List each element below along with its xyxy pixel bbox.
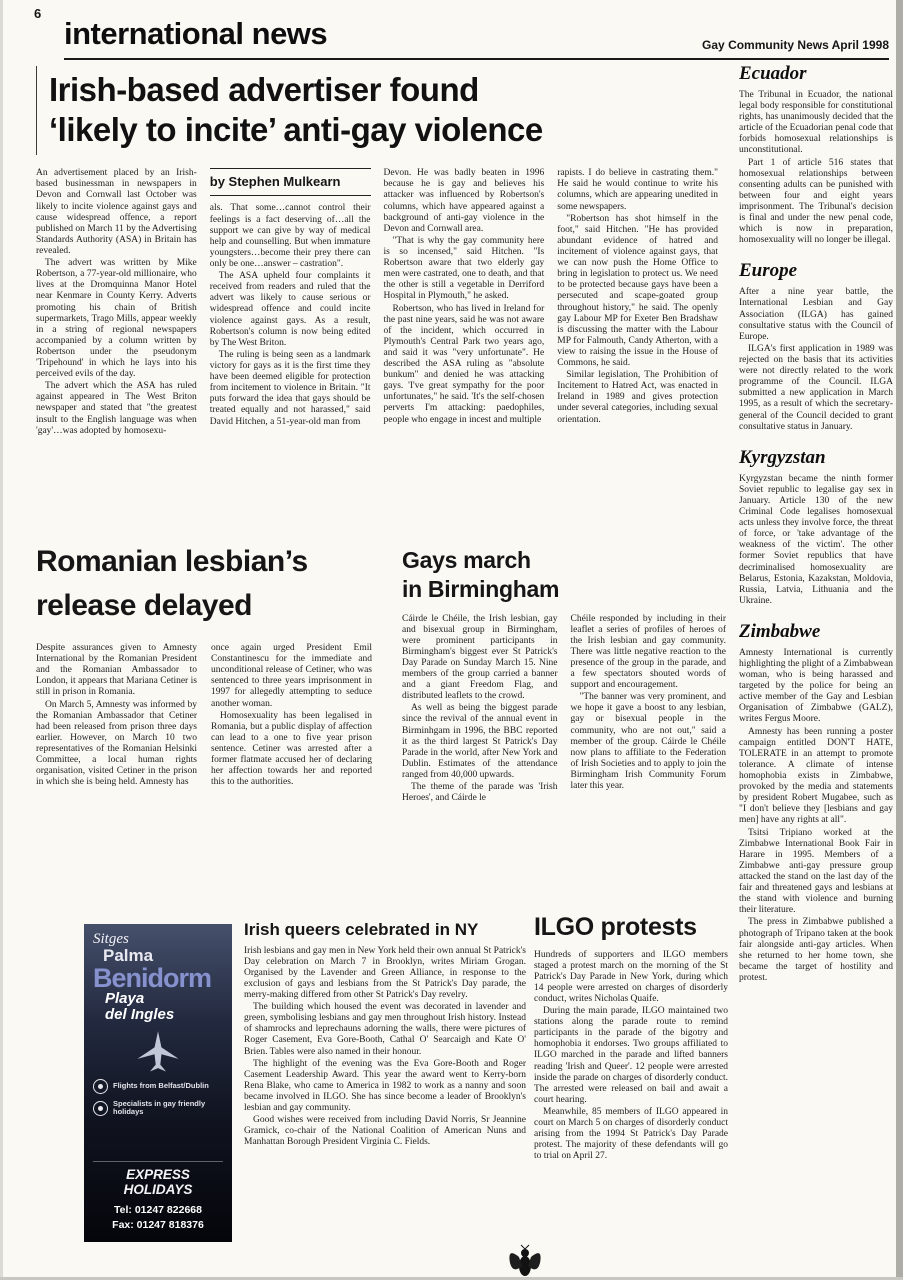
circle-badge-icon (93, 1079, 108, 1094)
ad-destination-palma: Palma (103, 946, 154, 965)
ad-fax: Fax: 01247 818376 (112, 1219, 204, 1232)
paragraph: als. That some…cannot control their feelings is a fact deserving of…all the support we can give by way of medical help and counselling. But when immature youngsters…become their prey there can only be one…answer – castration". (209, 203, 371, 270)
main-article-column-1 (36, 168, 197, 526)
paragraph: Irish lesbians and gay men in New York held their own annual St Patrick's Day celebration on March 7 in Brooklyn, writes Miriam Grogan. Organised by the Lavender and Green Alliance, in response to the exclusion of gays and lesbians from the St Patrick's Day parade, the merry-making differed from other St Patrick's Day revelry. (244, 945, 526, 1000)
paragraph: Part 1 of article 516 states that homosexual relationships between consenting adults can be punished with between four and eight years imprisonment. The Tribunal's decision is final and under the new penal code, which is now in preparation, homosexuality will no longer be illegal. (739, 157, 893, 246)
ad-destination-playa-line-2: del Ingles (105, 1006, 175, 1024)
ad-destination-playa-line-1: Playa (105, 990, 145, 1008)
ilgo-article (534, 914, 728, 1256)
ny-article (244, 920, 526, 1256)
main-article-column-3 (384, 168, 545, 526)
ny-text (244, 946, 526, 1149)
paragraph: Meanwhile, 85 members of ILGO appeared in court on March 5 on charges of disorderly conduct arising from the 1994 St Patrick's Day Parade protest. The majority of these defendants will go to trial on April 27. (534, 1107, 728, 1162)
sidebar-text-zimbabwe (739, 648, 893, 984)
romanian-columns (36, 643, 372, 893)
paragraph: Chéile responded by including in their leaflet a series of profiles of heroes of the Irish lesbian and gay community. There was little negative reaction to the presence of the group in the parade, and a few spectators shouted words of support and encouragement. (570, 613, 726, 691)
paragraph: The advert which the ASA has ruled against appeared in The West Briton newspaper and stated that "the greatest insult to the English language was when 'gay'…was adopted by homosexu- (36, 381, 197, 436)
ad-destination-benidorm: Benidorm (93, 962, 212, 993)
romanian-article (36, 540, 372, 908)
paragraph: Tsitsi Tripiano worked at the Zimbabwe International Book Fair in Harare in 1995. Members of a Zimbabwe anti-gay pressure group attacked the stand on the last day of the fair and threatened gays and lesbians at the stand with violence and burning their literature. (739, 827, 893, 916)
paragraph: During the main parade, ILGO maintained two stations along the parade route to remind participants in the parade of the bigotry and homophobia it endorses. Two groups affiliated to ILGO marched in the parade and lifted banners reading 'Irish and Queer'. 12 people were arrested inside the parade on charges of disorderly conduct. The arrested were released on bail and await a court hearing. (534, 1006, 728, 1105)
ad-bullet-specialists-text: Specialists in gay friendly holidays (113, 1098, 206, 1117)
birmingham-headline-line-2: in Birmingham (402, 575, 560, 602)
ad-bullet-specialists (93, 1100, 223, 1117)
main-article-column-2-text (210, 203, 371, 427)
ad-telephone: Tel: 01247 822668 (114, 1203, 202, 1216)
paragraph: On March 5, Amnesty was informed by the Romanian Ambassador that Cetiner had been released from prison three days earlier. However, on March 10 two representatives of the Romanian Helsinki Committee, a local human rights organisation, visited Cetiner in the prison in which she is being held. Amnesty has (36, 699, 197, 788)
ilgo-headline: ILGO protests (534, 914, 697, 941)
paragraph: Amnesty International is currently highlighting the plight of a Zimbabwean woman, who is being harassed and targeted by the police for being an active member of the Gay and Lesbian Organisation of Zimbabwe (GALZ), writes Fergus Moore. (739, 647, 893, 725)
ad-bullet-flights-text: Flights from Belfast/Dublin (113, 1081, 209, 1091)
main-headline-line-2: ‘likely to incite’ anti-gay violence (49, 110, 543, 148)
paragraph: Amnesty has been running a poster campaign entitled DON'T HATE, TOLERATE in an attempt to promote tolerance. A climate of intense homophobia exists in Zimbabwe, provoked by the media and statements by president Robert Mugabee, such as "I don't believe they [lesbians and gay men] have any rights at all". (739, 726, 893, 826)
world-news-sidebar (739, 64, 893, 1256)
romanian-column-2 (211, 643, 372, 893)
romanian-headline-line-1: Romanian lesbian’s (36, 545, 308, 578)
sidebar-text-europe (739, 287, 893, 432)
paragraph: Robertson, who has lived in Ireland for the past nine years, said he was not aware of the incident, which occurred in Plymouth's Central Park two years ago, and said it was "very unfortunate". He described the ASA ruling as "absolute bunkum" and denied he was attacking gays. 'I've great sympathy for the poor unfortunates," he said. 'It's the self-chosen perverts I'm attacking: paedophiles, people who engage in incest and multiple (383, 303, 545, 425)
birmingham-columns (402, 614, 726, 904)
ad-bullets (93, 1079, 223, 1123)
paragraph: Similar legislation, The Prohibition of Incitement to Hatred Act, was enacted in Ireland in 1989 and gives protection under several categories, including sexual orientation. (557, 370, 718, 425)
paragraph: Kyrgyzstan became the ninth former Soviet republic to legalise gay sex in January. Article 130 of the new Criminal Code legalises homosexual acts unless they involve force, the threat of force, or 'take advantage of the weakness of the victim'. The other former Soviet republics that have decriminalised homosexuality are Belarus, Estonia, Kazakstan, Moldovia, Russia, Latvia, Lithuania and the Ukraine. (739, 473, 893, 606)
paragraph: "Robertson has shot himself in the foot," said Hitchen. "He has provided abundant evidence of hatred and incitement of violence against gays, that we can now push the Home Office to bring in legislation to protect us. We need to be protected because gays have been a persecuted and scape-goated group throughout history," he said. The openly gay Labour MP for Exeter Ben Bradshaw is discussing the matter with the Labour MP for Falmouth, Candy Atherton, with a view to raising the issue in the House of Commons, he said. (557, 213, 718, 369)
ny-headline: Irish queers celebrated in NY (244, 920, 479, 939)
section-masthead: international news (64, 16, 328, 51)
sidebar-title-ecuador: Ecuador (739, 64, 807, 84)
header-rule (64, 58, 889, 60)
scan-edge-left (0, 0, 3, 1280)
paragraph: "That is why the gay community here is so incensed," said Hitchen. "Is Robertson aware that two elderly gay men were castrated, one to death, and that the other is still a vegetable in Derriford Hospital in Plymouth," he asked. (383, 235, 545, 302)
ad-brand: EXPRESS HOLIDAYS (93, 1161, 223, 1198)
main-article-column-2 (210, 168, 371, 526)
express-holidays-ad (84, 924, 232, 1242)
main-article (36, 66, 718, 526)
ad-destination-sitges: Sitges (93, 931, 129, 947)
paragraph: "The banner was very prominent, and we hope it gave a boost to any lesbian, gay or bisexual people in the community, who are not out," said a member of the group. Cáirde le Chéile now plans to affiliate to the Federation of Irish Societies and to apply to join the Birmingham Irish Community Forum later this year. (570, 692, 726, 792)
romanian-headline (36, 540, 372, 627)
paragraph: The theme of the parade was 'Irish Heroes', and Cáirde le (402, 782, 558, 804)
paragraph: After a nine year battle, the International Lesbian and Gay Association (ILGA) has gained consultative status with the Council of Europe. (739, 287, 893, 342)
birmingham-column-1 (402, 614, 558, 904)
ad-bullet-flights (93, 1079, 223, 1094)
byline: by Stephen Mulkearn (210, 168, 371, 196)
main-headline-line-1: Irish-based advertiser found (49, 71, 479, 108)
sidebar-section-ecuador (739, 64, 893, 246)
paragraph: The highlight of the evening was the Eva Gore-Booth and Roger Casement Leadership Award. This year the award went to Kerry-born Rena Blake, who came to America in 1982 to work as a nanny and soon became involved in ILGO. She has since become a leader of Brooklyn's lesbian and gay community. (244, 1058, 526, 1114)
birmingham-column-2 (571, 614, 727, 904)
sidebar-section-zimbabwe (739, 622, 893, 984)
scan-edge-right (896, 0, 903, 1280)
paragraph: Hundreds of supporters and ILGO members staged a protest march on the morning of the St Patrick's Day Parade in New York, during which 14 people were arrested on charges of disorderly conduct, writes Nicholas Quaife. (534, 949, 728, 1004)
paragraph: Devon. He was badly beaten in 1996 because he is gay and believes his attacker was influenced by Robertson's columns, which have appeared against a background of anti-gay violence in the Devon and Cornwall area. (383, 168, 545, 234)
ad-contact (93, 1203, 223, 1235)
paragraph: once again urged President Emil Constantinescu for the immediate and unconditional release of Cetiner, who was sentenced to three years imprisonment in 1997 for allegedly attempting to seduce another woman. (211, 643, 372, 709)
main-article-column-4 (557, 168, 718, 526)
paragraph: Cáirde le Chéile, the Irish lesbian, gay and bisexual group in Birmingham, were prominent participants in Birmingham's biggest ever St Patrick's Day Parade on Sunday March 15. Nine members of the group carried a banner and a giant Freedom Flag, and distributed leaflets to the crowd. (402, 613, 558, 702)
sidebar-title-kyrgyzstan: Kyrgyzstan (739, 446, 826, 468)
paragraph: The press in Zimbabwe published a photograph of Tripano taken at the book fair alongside anti-gay articles. When she returned to her home town, she became the target of hostility and protest. (739, 917, 893, 983)
birmingham-article (402, 546, 726, 908)
sidebar-text-ecuador (739, 90, 893, 247)
paragraph: The advert was written by Mike Robertson, a 77-year-old millionaire, who lives at the Dromquinna Manor Hotel near Kenmare in County Kerry. Adverts promoting his chain of British supermarkets, Trago Mills, appear weekly in a string of regional newspapers accompanied by a column written by Robertson under the pseudonym 'Tripehound' in which he lays into his perceived evils of the day. (36, 258, 197, 380)
issue-line: Gay Community News April 1998 (702, 38, 889, 52)
romanian-headline-line-2: release delayed (36, 588, 252, 622)
paragraph: Homosexuality has been legalised in Romania, but a public display of affection can lead to a one to five year prison sentence. Cetiner was arrested after a former flatmate accused her of declaring her affection towards her and reported this to the authorities. (211, 710, 372, 788)
ad-destination-playa (105, 991, 223, 1023)
paragraph: ILGA's first application in 1989 was rejected on the basis that its activities were not directly related to the work programme of the Council. ILGA submitted a new application in March 1995, as a result of which the secretary-general of the Council decided to grant consultative status in January. (739, 343, 893, 432)
sidebar-section-kyrgyzstan (739, 448, 893, 607)
paragraph: Despite assurances given to Amnesty International by the Romanian President and the Romanian Ambassador to London, it appears that Mariana Cetiner is still in prison in Romania. (36, 643, 197, 698)
fly-icon (504, 1244, 546, 1278)
paragraph: The ruling is being seen as a landmark victory for gays as it is the first time they have been deemed eligible for protection from incitement to violence in Britain. "It puts forward the idea that gays should be treated equally and not harassed," said David Hitchen, a 51-year-old man from (209, 349, 371, 427)
sidebar-text-kyrgyzstan (739, 474, 893, 607)
circle-badge-icon (93, 1101, 108, 1116)
birmingham-headline-line-1: Gays march (402, 547, 531, 573)
paragraph: rapists. I do believe in castrating them." He said he would continue to write his columns, which are appearing unedited in some newspapers. (557, 168, 718, 212)
paragraph: The ASA upheld four complaints it received from readers and ruled that the advert was likely to cause serious or widespread offence and could incite violence against gays. As a result, Robertson's column is now being edited by The West Briton. (209, 271, 371, 348)
romanian-column-1 (36, 643, 197, 893)
paragraph: As well as being the biggest parade since the revival of the annual event in Birminhgam in 1996, the BBC reported it as the third largest St Patrick's Day Parade in the world, after New York and Dublin. Estimates of the attendance ranged from 40,000 upwards. (402, 703, 558, 781)
page-number: 6 (34, 6, 42, 21)
airplane-icon (135, 1029, 181, 1075)
main-headline (36, 66, 718, 155)
birmingham-headline (402, 546, 726, 604)
main-article-columns (36, 168, 718, 526)
paragraph: An advertisement placed by an Irish-based businessman in newspapers in Devon and Cornwall last October was likely to incite violence against gays and cause widespread offence, a report published on March 11 by the Advertising Standards Authority (ASA) in Britain has revealed. (36, 168, 197, 256)
sidebar-title-zimbabwe: Zimbabwe (739, 620, 821, 642)
sidebar-title-europe: Europe (739, 260, 798, 282)
paragraph: The building which housed the event was decorated in lavender and green, symbolising lesbians and gay men throughout Irish history. Instead of shamrocks and leprechauns adorning the walls, there were pictures of Roger Casement, Eva Gore-Booth, Cathal O' Searcaigh and Kate O' Brien. Tables were also named in their honour. (244, 1002, 526, 1057)
paragraph: The Tribunal in Ecuador, the national legal body responsible for constitutional rights, has unanimously decided that the article of the Ecuadorian penal code that forbids homosexual relationships is unconstitutional. (739, 89, 893, 156)
paragraph: Good wishes were received from including David Norris, Sr Jeannine Gramick, co-chair of the National Coalition of American Nuns and Manhattan Borough President Virginia C. Fields. (244, 1115, 526, 1148)
ilgo-text (534, 950, 728, 1163)
sidebar-section-europe (739, 261, 893, 432)
